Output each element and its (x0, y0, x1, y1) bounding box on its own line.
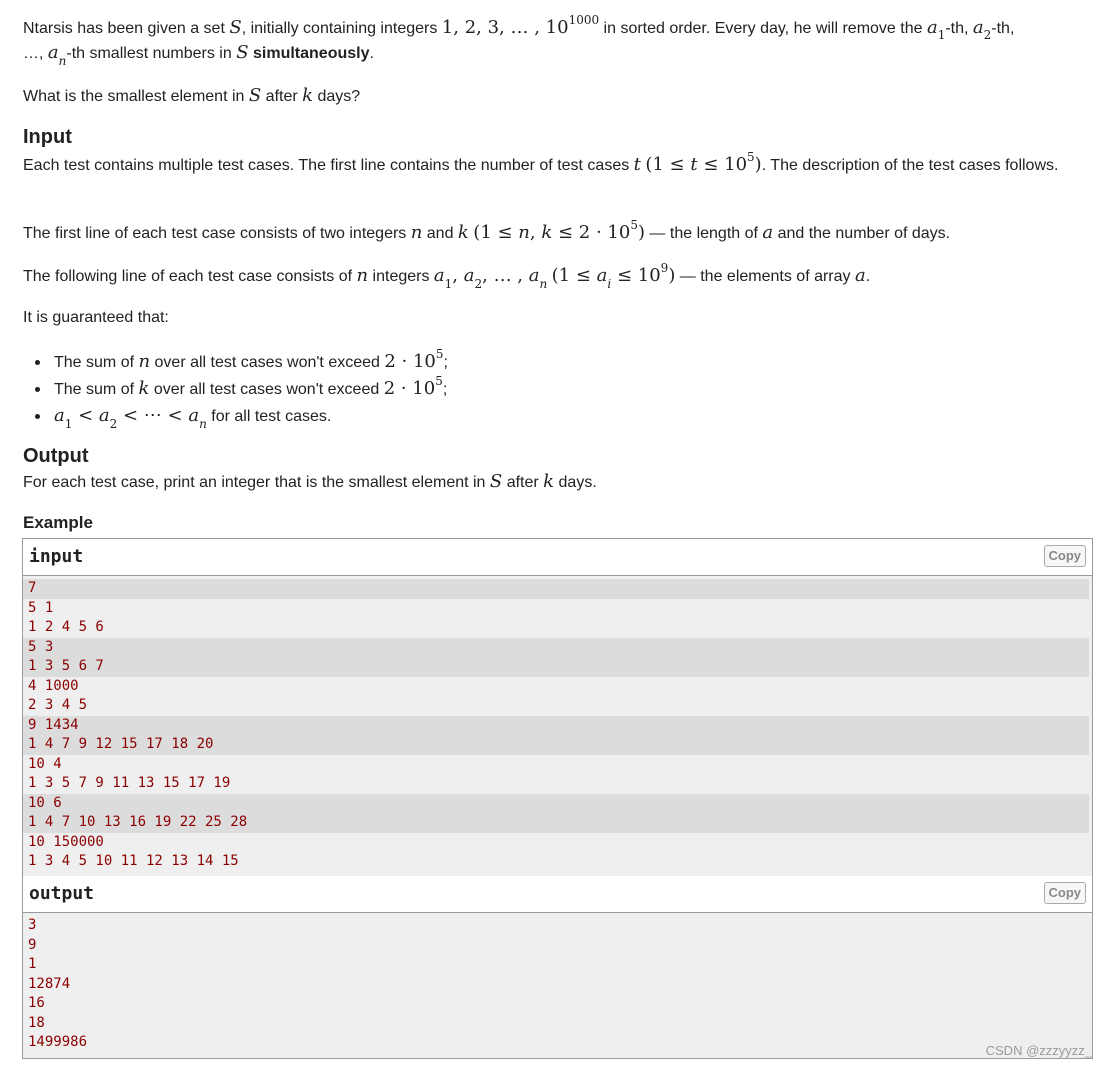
input-line: 1 3 4 5 10 11 12 13 14 15 (28, 853, 239, 869)
text: after (261, 88, 303, 105)
text: Each test contains multiple test cases. The first line contains the number of test cases (23, 157, 634, 174)
list-item: The sum of k over all test cases won't exceed $2 \cdot 10^5$; (23, 376, 448, 403)
text: …, (23, 45, 48, 62)
bold-text: simultaneously (253, 45, 370, 62)
output-title (23, 876, 1092, 913)
input-line: 10 4 (28, 755, 62, 772)
input-paragraph-1: Each test contains multiple test cases. The first line contains the number of test cases t $(1 \le t \le 10^5)$. The description of the test cases follows. (23, 150, 1059, 175)
input-line: 1 3 5 7 9 11 13 15 17 19 (28, 775, 231, 791)
text: . (369, 45, 374, 62)
text: Ntarsis has been given a set (23, 20, 230, 37)
text: integers (368, 268, 434, 285)
input-lines (23, 576, 1092, 877)
text: — the length of (644, 225, 763, 242)
text: . (865, 268, 871, 285)
input-line: 5 3 (23, 638, 1089, 658)
text: and the number of days. (773, 225, 951, 242)
output-lines (23, 913, 1092, 1058)
output-line: 9 (28, 936, 37, 953)
input-heading: Input (23, 126, 72, 148)
input-line: 1 4 7 10 13 16 19 22 25 28 (23, 813, 1089, 833)
text: The following line of each test case consists of (23, 268, 357, 285)
text: in sorted order. Every day, he will remove the (599, 20, 927, 37)
example-heading: Example (23, 513, 93, 532)
text: days? (313, 88, 361, 105)
output-title-text: output (29, 883, 95, 904)
output-heading: Output (23, 445, 89, 467)
list-item: The sum of n over all test cases won't exceed $2 \cdot 10^5$; (23, 349, 448, 376)
output-line: 1 (28, 956, 37, 972)
input-line: 1 2 4 5 6 (28, 619, 104, 635)
input-paragraph-2: The first line of each test case consists of two integers n and k (1 ≤ n, $k \le 2 \cdot 10^5$) — the length of a and the number of days. (23, 218, 951, 243)
list-item: $a_1 < a_2$ < ⋯ < $a_n$ for all test cases. (23, 403, 448, 430)
copy-output-button[interactable]: Copy (1044, 882, 1087, 904)
input-line: 1 3 5 6 7 (23, 657, 1089, 677)
input-title-text: input (29, 546, 84, 567)
output-line: 1499986 (28, 1034, 88, 1050)
input-line: 4 1000 (28, 677, 79, 694)
constraints-list (23, 349, 448, 430)
input-line: 9 1434 (23, 716, 1089, 736)
text: and (422, 225, 458, 242)
input-line: 2 3 4 5 (28, 697, 88, 713)
input-line: 10 150000 (28, 833, 104, 850)
text: -th, (945, 20, 973, 37)
output-paragraph: For each test case, print an integer that is the smallest element in S after k days. (23, 471, 597, 492)
input-line: 7 (23, 579, 1089, 599)
statement-paragraph-1: Ntarsis has been given a set S, initially containing integers 1, 2, 3, … , $10^{1000}$ in sorted order. Every day, he will remove the $a_1-th$, $a_2-th$, …, $a_n-th$ smallest numbers in S simultaneously. (23, 13, 1015, 68)
output-line: 12874 (28, 975, 71, 992)
output-line: 18 (28, 1014, 45, 1031)
text: The first line of each test case consists of two integers (23, 225, 411, 242)
input-title (23, 539, 1092, 576)
output-line: 3 (28, 917, 37, 933)
text: days. (554, 474, 597, 491)
text: . The description of the test cases follows. (761, 157, 1059, 174)
text: — the elements of array (675, 268, 855, 285)
copy-input-button[interactable]: Copy (1044, 545, 1087, 567)
text: -th smallest numbers in (66, 45, 237, 62)
input-line: 5 1 (28, 599, 54, 616)
example-output-box (22, 876, 1093, 1059)
text: , initially containing integers (241, 20, 442, 37)
text: -th, (991, 20, 1015, 37)
text: after (502, 474, 544, 491)
input-paragraph-4: It is guaranteed that: (23, 309, 169, 326)
input-paragraph-3: The following line of each test case consists of n integers $a_1$, $a_2$, … , $a_n$ $(1 \le a_i \le 10^9)$ — the elements of array a. (23, 261, 871, 291)
output-line: 16 (28, 995, 45, 1011)
input-line: 1 4 7 9 12 15 17 18 20 (23, 735, 1089, 755)
text: For each test case, print an integer that is the smallest element in (23, 474, 490, 491)
example-input-box (22, 538, 1093, 878)
input-line: 10 6 (23, 794, 1089, 814)
statement-paragraph-2: What is the smallest element in S after k days? (23, 85, 361, 106)
text: What is the smallest element in (23, 88, 249, 105)
watermark: CSDN @zzzyyzz_ (985, 1043, 1092, 1058)
